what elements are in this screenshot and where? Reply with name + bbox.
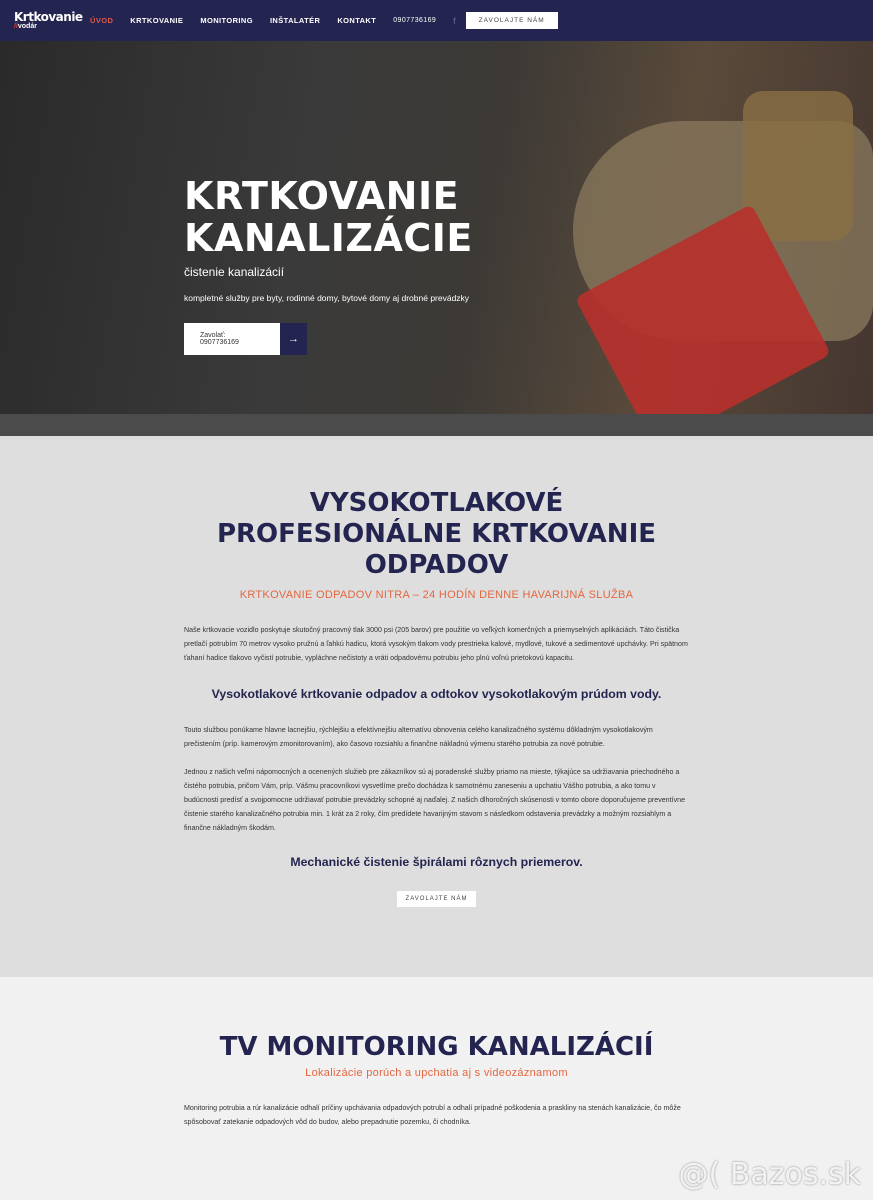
nav-uvod[interactable]: ÚVOD [90, 16, 114, 25]
subheading: Mechanické čistenie špirálami rôznych priemerov. [290, 855, 583, 869]
paragraph: Jednou z našich veľmi nápomocných a ocenených služieb pre zákazníkov sú aj poradenské služby priamo na mieste, týkajúce sa udržiavania priechodného a čistého potrubia, pričom Vám, príp. Vášmu pracovníkovi vysvetlíme prečo dochádza k samotnému zaneseniu a upchatiu Vášho potrubia, a ako tomu v budúcnosti predísť a svojpomocne udržiavať potrubie prevádzky schopné aj naďalej. Z našich dlhoročných skúsenosti v tomto obore doporučujeme preventívne čistenie starého kanalizačného potrubia min. 1 krát za 2 roky, čím predídete havarijným stavom s následkom odstavenia prevádzky a možným rozsiahlym a finančne nákladným škodám. [184, 768, 686, 832]
bazos-watermark: @( Bazos.sk [678, 1157, 861, 1192]
facebook-icon[interactable]: f [453, 15, 456, 26]
section-title: TV MONITORING KANALIZÁCIÍ [219, 1032, 654, 1062]
hero-banner [0, 41, 873, 436]
call-cta[interactable] [184, 323, 473, 355]
top-navbar [0, 0, 873, 41]
tv-monitoring-section [0, 977, 873, 1129]
arrow-right-icon[interactable]: → [280, 323, 307, 355]
paragraph: Touto službou ponúkame hlavne lacnejšiu, rýchlejšiu a efektívnejšiu alternatívu obnovenia celého kanalizačného systému dôkladným vysokotlakovým prečistením (príp. kamerovým zmonitorovaním), ako časovo rozsiahlu a finančne nákladnú výmenu starého potrubia za nové potrubie. [184, 726, 653, 748]
hero-description: kompletné služby pre byty, rodinné domy, bytové domy aj drobné prevádzky [184, 293, 470, 303]
call-phone-button[interactable]: Zavolať: 0907736169 [184, 323, 280, 355]
subheading: Vysokotlakové krtkovanie odpadov a odtokov vysokotlakovým prúdom vody. [211, 687, 662, 701]
nav-kontakt[interactable]: KONTAKT [337, 16, 377, 25]
logo[interactable]: Krtkovanie //vodár [14, 10, 83, 30]
section-title: VYSOKOTLAKOVÉ PROFESIONÁLNE KRTKOVANIE ODPADOV [216, 488, 657, 580]
nav-monitoring[interactable]: MONITORING [200, 16, 253, 25]
call-us-button[interactable]: ZAVOLAJTE NÁM [397, 891, 477, 907]
section-subtitle: KRTKOVANIE ODPADOV NITRA – 24 HODÍN DENNE HAVARIJNÁ SLUŽBA [239, 589, 634, 601]
nav-instalater[interactable]: INŠTALATÉR [269, 16, 321, 25]
hero-title: KRTKOVANIE KANALIZÁCIE [184, 174, 473, 260]
hero-subtitle: čistenie kanalizácií [184, 265, 285, 279]
nav-krtkovanie[interactable]: KRTKOVANIE [130, 16, 184, 25]
paragraph: Monitoring potrubia a rúr kanalizácie odhalí príčiny upchávania odpadových potrubí a odhalí prípadné poškodenia a praskliny na stenách kanalizácie, čo môže spôsobovať zatekanie odpadových vôd do budov, alebo prepadnutie pozemku, či chodníka. [184, 1104, 681, 1126]
paragraph: Naše krtkovacie vozidlo poskytuje skutočný pracovný tlak 3000 psi (205 barov) pre použitie vo veľkých komerčných a priemyselných aplikáciách. Táto čistička pretlačí potrubím 70 metrov vysoko pružnú a ľahkú hadicu, ktorá vysokým tlakom vody prestrieka kalové, mydlové, tukové a sedimentové upchávky. Pri spätnom ťahaní hadice tlakovo vyčistí potrubie, vypláchne nečistoty a vráti odpadovému potrubiu jeho plnú voľnú prietokovú kapacitu. [184, 626, 688, 662]
nav-phone[interactable]: 0907736169 [393, 17, 437, 24]
main-menu [90, 12, 558, 29]
section-subtitle: Lokalizácie porúch a upchatia aj s videozáznamom [305, 1067, 568, 1079]
high-pressure-section [0, 436, 873, 977]
call-us-button[interactable]: ZAVOLAJTE NÁM [466, 12, 558, 29]
